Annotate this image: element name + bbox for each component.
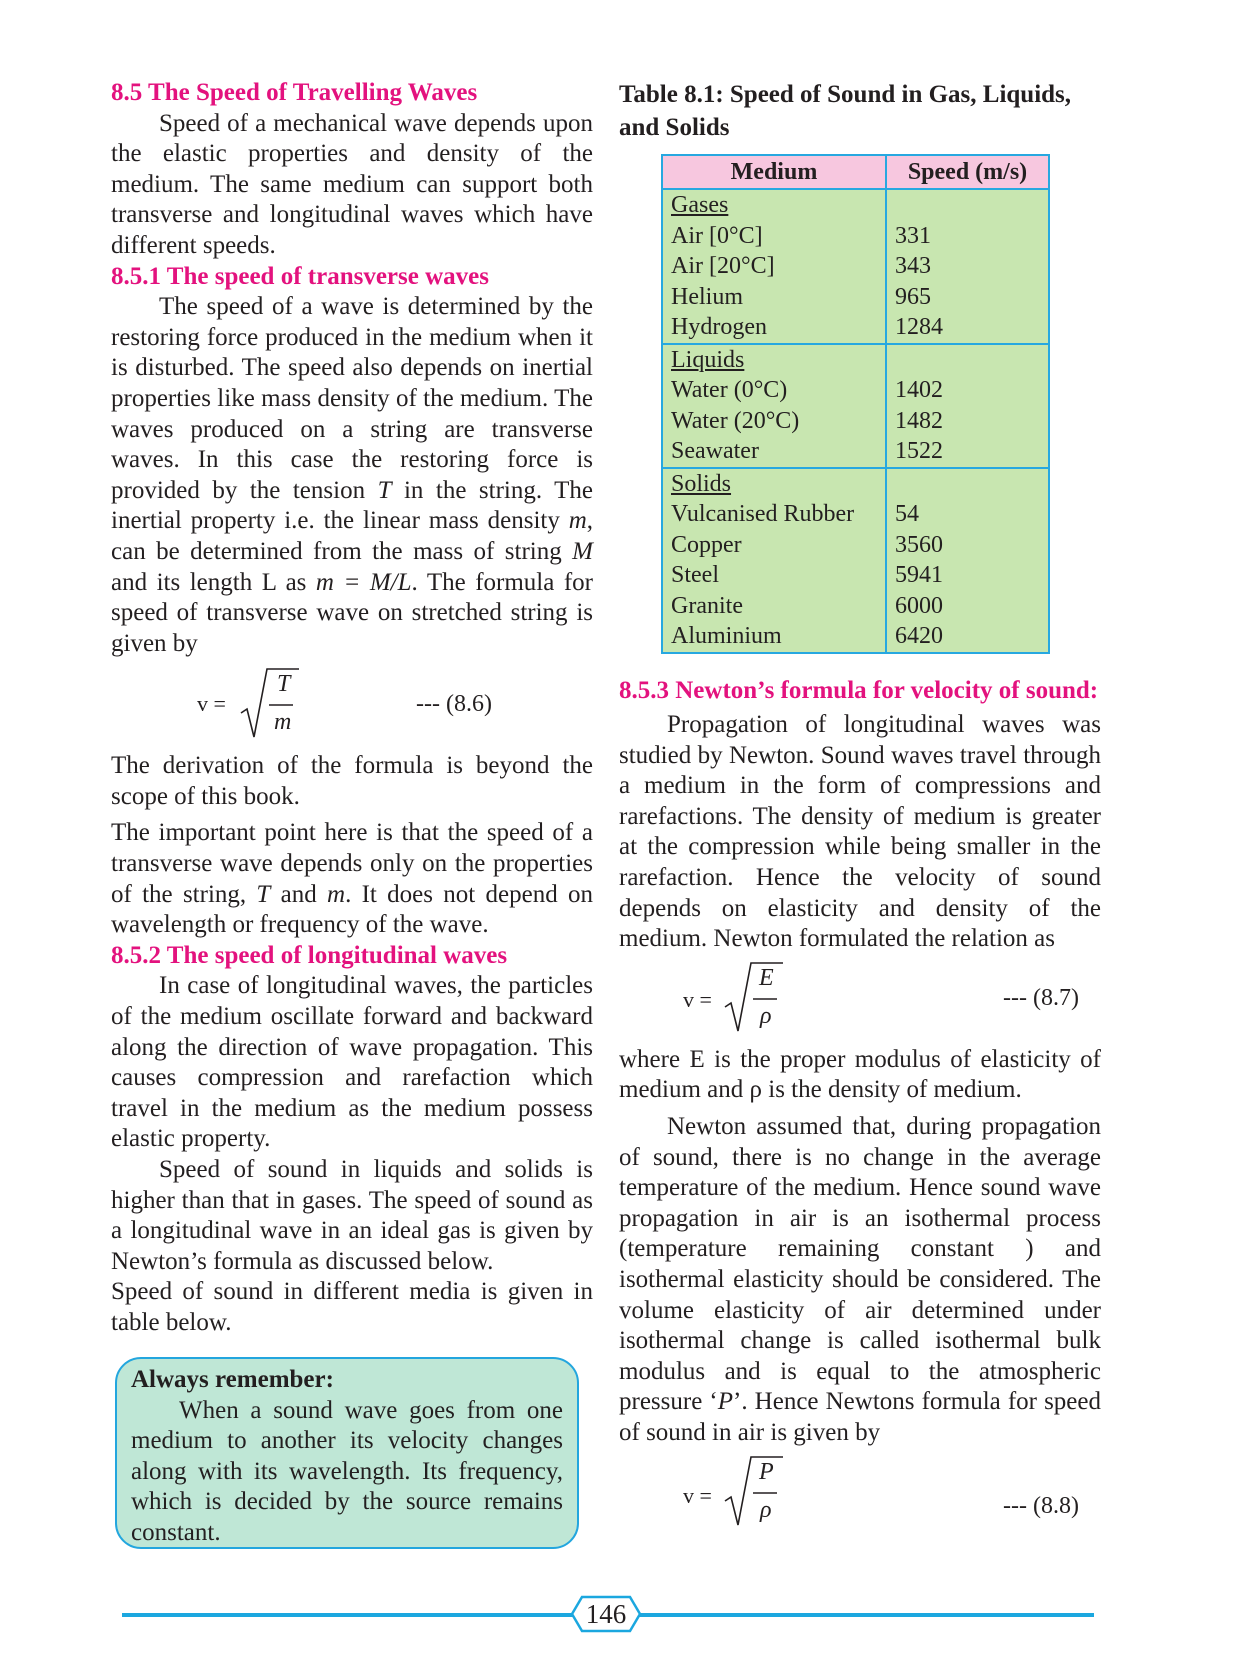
paragraph-transverse-speed: The speed of a wave is determined by the restoring force produced in the medium when it is disturbed. The speed also depends on inertial properties like mass density of the medium. The waves produced on a string are transverse waves. In this case the restoring force is provided by the tension T in the string. The inertial property i.e. the linear mass density m, can be determined from the mass of string M and its length L as m = M/L. The formula for speed of transverse wave on stretched string is given by (111, 293, 593, 657)
square-root-sign (723, 1455, 785, 1531)
medium-cell (662, 468, 886, 653)
speed-value: 6420 (895, 623, 943, 649)
equation-number: --- (8.8) (1003, 1492, 1079, 1519)
paragraph-isothermal: Newton assumed that, during propagation of sound, there is no change in the average temperature of the medium. Hence sound wave propagation in air is an isothermal process (temperature remaining constant ) and isothermal elasticity should be considered. The volume elasticity of air determined under isothermal change is called isothermal bulk modulus and is equal to the atmospheric pressure ‘P’. Hence Newtons formula for speed of sound in air is given by (619, 1113, 1101, 1446)
paragraph-table-ref: Speed of sound in different media is given in table below. (111, 1278, 593, 1336)
table-group-liquids (662, 344, 1049, 468)
medium-name: Seawater (671, 438, 759, 464)
square-root-sign (239, 667, 301, 743)
box-text: When a sound wave goes from one medium to another its velocity changes along with its wavelength. Its frequency, which is decided by the source remains constant. (131, 1396, 563, 1546)
footer-rule-left (122, 1613, 574, 1617)
formula-denominator: m (274, 709, 292, 736)
table-group-gases (662, 189, 1049, 344)
speed-value: 6000 (895, 592, 943, 619)
medium-name: Air [0°C] (671, 222, 763, 249)
speed-value: 965 (895, 283, 931, 310)
paragraph-longitudinal: In case of longitudinal waves, the particles of the medium oscillate forward and backward along the direction of wave propagation. This causes compression and rarefaction which travel in the medium as the medium possess elastic property. (111, 972, 593, 1153)
equation-number: --- (8.6) (416, 691, 492, 718)
formula-lhs: v = (197, 691, 226, 717)
table-header-row (662, 155, 1049, 189)
formula-denominator: ρ (760, 1002, 772, 1029)
formula-8-8 (619, 1455, 1101, 1533)
formula-numerator: E (759, 964, 774, 991)
medium-name: Copper (671, 531, 742, 558)
formula-denominator: ρ (760, 1496, 772, 1523)
speed-cell (886, 189, 1049, 344)
speed-value: 5941 (895, 562, 943, 588)
paragraph-derivation: The derivation of the formula is beyond the scope of this book. (111, 752, 593, 810)
page-number-badge (570, 1595, 642, 1633)
square-root-sign (723, 961, 785, 1037)
box-title: Always remember: (131, 1366, 334, 1393)
table-title: Table 8.1: Speed of Sound in Gas, Liquids, and Solids (619, 81, 1072, 141)
section-heading-8-5-1: 8.5.1 The speed of transverse waves (111, 262, 489, 290)
medium-name: Granite (671, 592, 743, 619)
speed-value: 1482 (895, 407, 943, 434)
group-label: Solids (671, 470, 732, 497)
group-label: Liquids (671, 346, 745, 373)
speed-value: 343 (895, 253, 931, 279)
medium-name: Vulcanised Rubber (671, 501, 855, 527)
paragraph-newton-propagation: Propagation of longitudinal waves was studied by Newton. Sound waves travel through a medium in the form of compressions and rarefactions. The density of medium is greater at the compression while being smaller in the rarefaction. Hence the velocity of sound depends on elasticity and density of the medium. Newton formulated the relation as (619, 711, 1101, 953)
medium-name: Water (0°C) (671, 377, 788, 403)
speed-value: 331 (895, 222, 931, 249)
speed-value: 3560 (895, 531, 943, 558)
section-heading-8-5: 8.5 The Speed of Travelling Waves (111, 79, 478, 106)
medium-name: Air [20°C] (671, 253, 775, 279)
column-header-speed: Speed (m/s) (886, 155, 1049, 189)
page-number: 146 (585, 1599, 627, 1629)
formula-lhs: v = (683, 986, 712, 1012)
formula-lhs: v = (683, 1482, 712, 1508)
medium-cell (662, 189, 886, 344)
equation-number: --- (8.7) (1003, 984, 1079, 1011)
paragraph-modulus-definition: where E is the proper modulus of elasticity of medium and ρ is the density of medium. (619, 1045, 1101, 1104)
paragraph-liquids-solids: Speed of sound in liquids and solids is higher than that in gases. The speed of sound as a longitudinal wave in an ideal gas is given by Newton’s formula as discussed below. (111, 1156, 593, 1275)
paragraph-important-point: The important point here is that the speed of a transverse wave depends only on the properties of the string, T and m. It does not depend on wavelength or frequency of the wave. (111, 819, 593, 939)
formula-numerator: P (759, 1458, 774, 1485)
speed-cell (886, 468, 1049, 653)
group-label: Gases (671, 192, 729, 218)
medium-name: Helium (671, 283, 743, 310)
formula-8-7 (619, 961, 1101, 1039)
speed-value: 1522 (895, 438, 943, 464)
formula-8-6 (111, 667, 593, 745)
speed-cell (886, 344, 1049, 468)
section-heading-8-5-2: 8.5.2 The speed of longitudinal waves (111, 941, 508, 969)
footer-rule-right (638, 1613, 1094, 1617)
speed-value: 1402 (895, 377, 943, 403)
section-heading-8-5-3: 8.5.3 Newton’s formula for velocity of sound: (619, 676, 1099, 704)
always-remember-box (115, 1357, 579, 1549)
formula-numerator: T (277, 671, 291, 698)
speed-value: 1284 (895, 314, 943, 340)
left-column (111, 78, 593, 1339)
medium-name: Water (20°C) (671, 407, 800, 434)
speed-value: 54 (895, 501, 919, 527)
medium-name: Steel (671, 562, 719, 588)
speed-of-sound-table (661, 154, 1050, 654)
medium-cell (662, 344, 886, 468)
medium-name: Aluminium (671, 623, 782, 649)
medium-name: Hydrogen (671, 314, 767, 340)
right-column (619, 78, 1101, 1533)
paragraph-mechanical-wave: Speed of a mechanical wave depends upon the elastic properties and density of the medium. The same medium can support both transverse and longitudinal waves which have different speeds. (111, 109, 593, 259)
table-group-solids (662, 468, 1049, 653)
column-header-medium: Medium (662, 155, 886, 189)
